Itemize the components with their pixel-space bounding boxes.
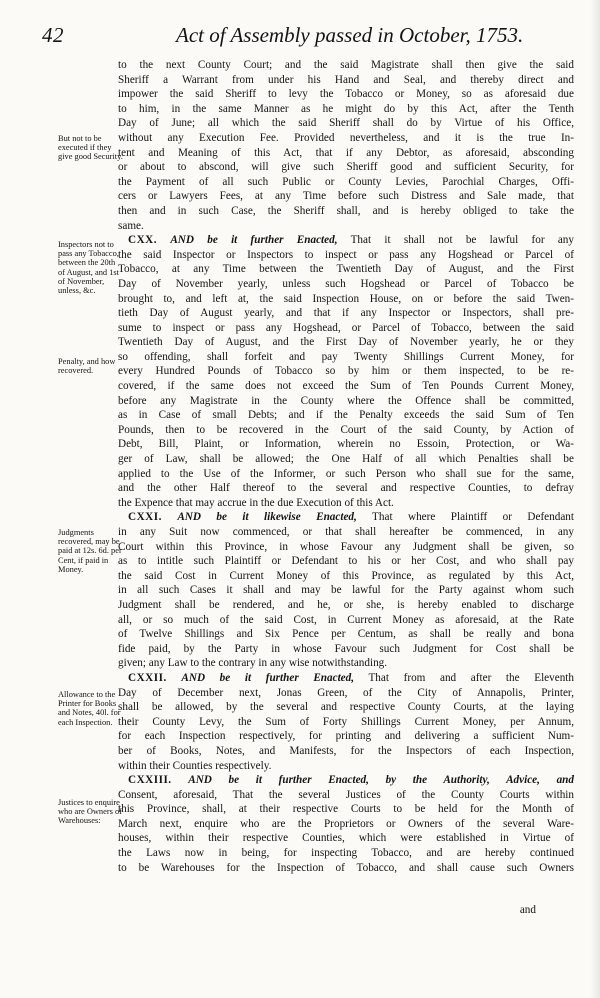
margin-note-printer-allowance: Allowance to the Printer for Books and Notes, 40l. for each Inspection. <box>58 690 121 727</box>
section-122-opening <box>118 671 574 686</box>
margin-note-judgments: Judgments recovered, may be paid at 12s. 6d. per Cent, if paid in Money. <box>58 528 122 574</box>
section-number: CXXI. <box>128 511 162 524</box>
text-line: Sheriff a Warrant from under his Hand and Seal, and thereby direct and <box>118 73 574 86</box>
text-line: before any Magistrate in the County where the Offence shall be committed, <box>118 394 574 407</box>
text-run: That where Plaintiff or Defendant <box>356 511 574 524</box>
text-line: the said Cost in Current Money of this Province, as regulated by this Act, <box>118 569 574 582</box>
text-line: all, or so much of the said Cost, in Current Money as aforesaid, at the Rate <box>118 613 574 626</box>
running-head-month: October <box>399 23 466 47</box>
text-line: the Payment of all such Public or County Levies, Parochial Charges, Offi- <box>118 175 574 188</box>
running-head <box>176 23 523 48</box>
text-line: tent and Meaning of this Act, that if any Debtor, as aforesaid, absconding <box>118 146 574 159</box>
text-line: and the other Half thereof to the several and respective Counties, to defray <box>118 482 574 495</box>
text-line: March next, enquire who are the Proprietors or Owners of the several Ware- <box>118 817 574 830</box>
text-line: Tobacco, at any Time between the Twentieth Day of August, and the First <box>118 263 574 276</box>
running-head-text: Act of Assembly passed in <box>176 23 400 47</box>
running-head-year: , 1753. <box>465 23 524 47</box>
section-number: CXXIII. <box>128 774 172 787</box>
text-line: brought to, and left at, the said Inspection House, on or before the said Twen- <box>118 292 574 305</box>
section-number: CXXII. <box>128 671 167 684</box>
text-line: tieth Day of August yearly, and that if any Inspector or Inspectors, shall pre- <box>118 307 574 320</box>
text-line: Day of December next, Jonas Green, of the City of Annapolis, Printer, <box>118 686 574 699</box>
text-line: given; any Law to the contrary in any wise notwithstanding. <box>118 657 388 670</box>
text-line: applied to the Use of the Informer, or such Person who shall sue for the same, <box>118 467 574 480</box>
section-121-opening <box>118 510 574 525</box>
text-line: ber of Books, Notes, and Manifests, for the Inspectors of each Inspection, <box>118 744 574 757</box>
section-122 <box>118 671 574 773</box>
text-line: Day of November yearly, unless such Hogshead or Parcel of Tobacco be <box>118 277 574 290</box>
text-line: the said Inspector or Inspectors to inspect or pass any Hogshead or Parcel of <box>118 248 574 261</box>
margin-note-penalty: Penalty, and how recovered. <box>58 357 116 376</box>
section-123 <box>118 773 574 875</box>
text-line: the Laws now in being, for inspecting Tobacco, and are hereby continued <box>118 847 574 860</box>
text-line: same. <box>118 219 144 232</box>
text-line: their County Levy, the Sum of Forty Shillings Current Money, per Annum, <box>118 715 574 728</box>
text-line: every Hundred Pounds of Tobacco so by him or them inspected, to be re- <box>118 365 574 378</box>
text-line: or about to abscond, will give such Sheriff good and sufficient Security, for <box>118 161 574 174</box>
text-line: then and in such Case, the Sheriff shall, and is hereby obliged to take the <box>118 204 574 217</box>
text-line: so offending, shall forfeit and pay Twenty Shillings Current Money, for <box>118 350 574 363</box>
text-line: shall be allowed, by the several and respective County Courts, at the laying <box>118 701 574 714</box>
text-line: Debt, Bill, Plaint, or Information, wherein no Essoin, Protection, or Wa- <box>118 438 574 451</box>
section-119-continued <box>118 58 574 233</box>
section-120-opening <box>118 233 574 248</box>
text-line: in any Suit now commenced, or that shall hereafter be commenced, in any <box>118 526 574 538</box>
text-line: Judgment shall be rendered, and he, or she, is hereby enabled to discharge <box>118 598 574 611</box>
text-line: ger of Law, shall be allowed; the One Half of all which Penalties shall be <box>118 453 574 466</box>
section-121 <box>118 510 574 671</box>
text-line: to be Warehouses for the Inspection of Tobacco, and shall cause such Owners <box>118 861 574 874</box>
text-line: the Expence that may accrue in the due Execution of this Act. <box>118 496 394 509</box>
text-line: Twentieth Day of August, and the First Day of November yearly, he or they <box>118 336 574 349</box>
text-line: Consent, aforesaid, That the several Justices of the County Courts within <box>118 788 574 801</box>
enacting-clause: AND be it further Enacted, by the Authority, Advice, and <box>188 774 574 787</box>
catchword: and <box>519 904 536 916</box>
enacting-clause: AND be it likewise Enacted, <box>177 511 357 524</box>
section-120 <box>118 233 574 510</box>
text-line: to him, in the same Manner as he might do by this Act, after the Tenth <box>118 102 574 115</box>
text-line: in all such Cases it shall and may be lawful for the Party against whom such <box>118 584 574 597</box>
text-line: for each Inspection respectively, for printing and delivering a sufficient Num- <box>118 730 574 743</box>
margin-note-inspectors: Inspectors not to pass any Tobacco, between the 20th of August, and 1st of November, unless, &c. <box>58 240 119 296</box>
text-line: Court within this Province, in whose Favour any Judgment shall be given, so <box>118 540 574 553</box>
text-line: as in Case of small Debts; and if the Penalty exceeds the said Sum of Ten <box>118 409 574 422</box>
text-line: Pounds, then to be recovered in the Court of the said County, by Action of <box>118 423 574 436</box>
text-line: this Province, shall, at their respective Courts to be held for the Month of <box>118 803 574 816</box>
text-line: to the next County Court; and the said Magistrate shall then give the said <box>118 59 574 71</box>
enacting-clause: AND be it further Enacted, <box>170 234 338 247</box>
text-line: within their Counties respectively. <box>118 759 272 772</box>
margin-note-security: But not to be executed if they give good Security. <box>58 134 123 162</box>
text-run: That from and after the Eleventh <box>354 671 575 684</box>
text-line: Day of June; all which the said Sheriff shall do by Virtue of his Office, <box>118 117 574 130</box>
text-line: impower the said Sheriff to levy the Tobacco or Money, so as aforesaid due <box>118 88 574 101</box>
text-line: without any Execution Fee. Provided nevertheless, and it is the true In- <box>118 131 574 144</box>
body-text <box>118 58 574 875</box>
page-edge-shadow <box>590 0 600 998</box>
enacting-clause: AND be it further Enacted, <box>181 671 355 684</box>
section-123-opening <box>118 773 574 788</box>
margin-note-warehouses: Justices to enquire who are Owners of Warehouses: <box>58 798 122 826</box>
text-line: covered, if the same does not exceed the Sum of Ten Pounds Current Money, <box>118 380 574 393</box>
text-line: sume to inspect or pass any Hogshead, or Parcel of Tobacco, between the said <box>118 321 574 334</box>
text-line: fide paid, by the Party in whose Favour such Judgment for Cost shall be <box>118 642 574 655</box>
text-line: as to intitle such Plaintiff or Defendant to his or her Cost, and who shall pay <box>118 555 574 568</box>
section-number: CXX. <box>128 234 158 247</box>
page-number: 42 <box>42 23 64 47</box>
text-line: houses, within their respective Counties, which were established in Virtue of <box>118 832 574 845</box>
text-line: cers or Lawyers Fees, at any Time before such Distress and Sale made, that <box>118 190 574 203</box>
text-line: of Twelve Shillings and Six Pence per Centum, as shall be really and bona <box>118 628 574 641</box>
text-run: That it shall not be lawful for any <box>337 234 574 247</box>
